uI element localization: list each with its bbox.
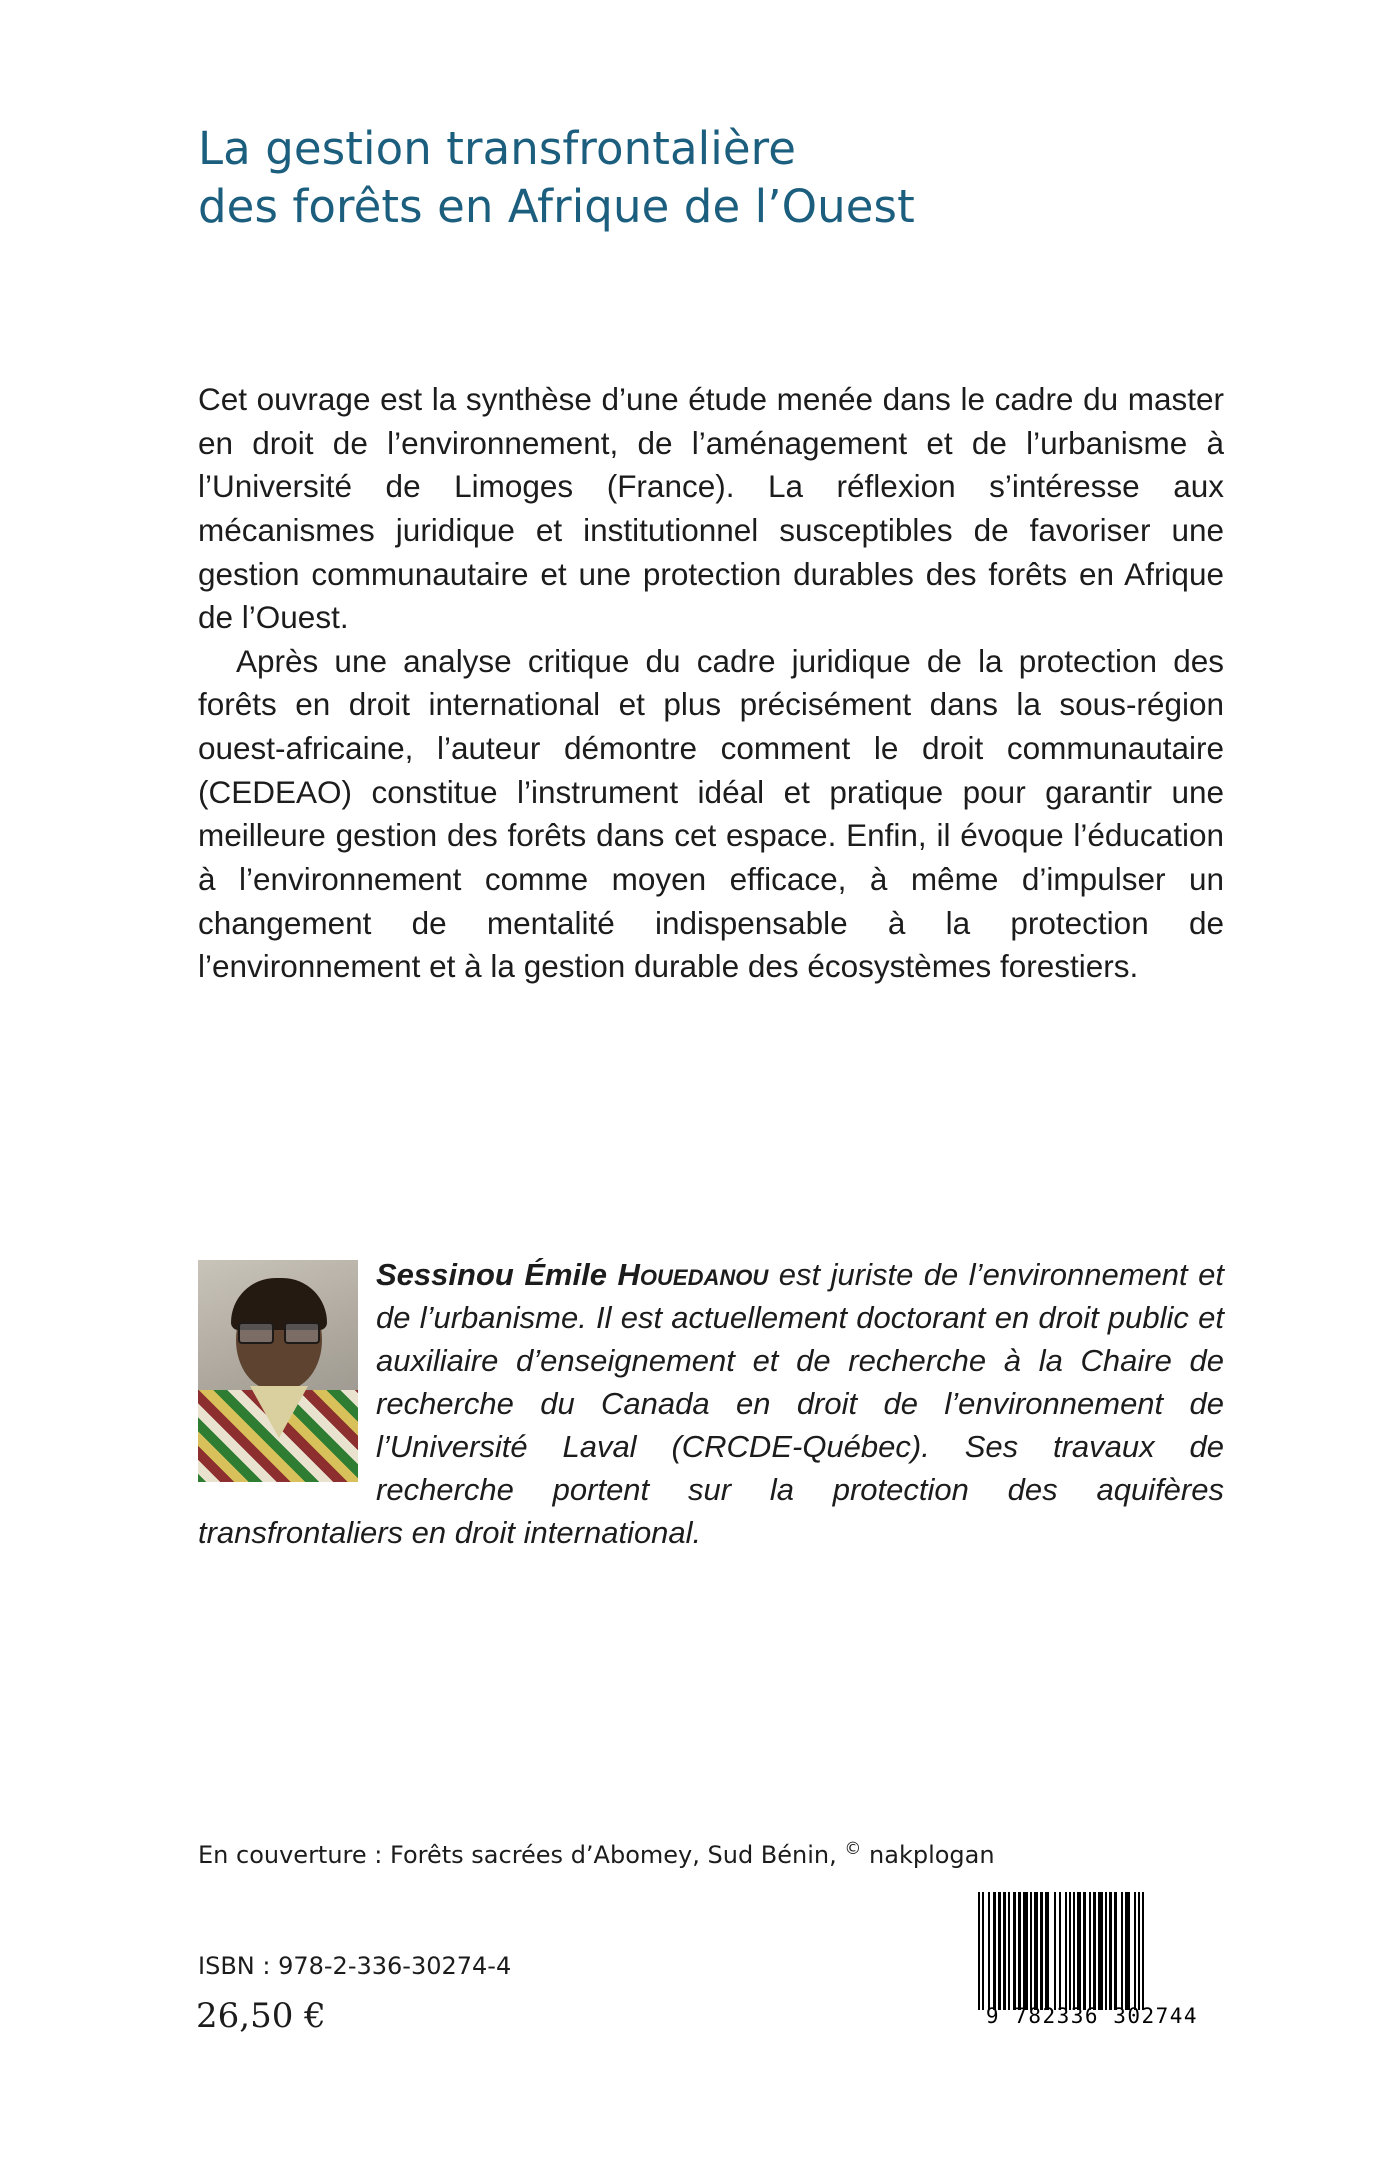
barcode-bars xyxy=(976,1892,1208,2010)
author-last-name: Houedanou xyxy=(617,1257,769,1292)
title-line-2: des forêts en Afrique de l’Ouest xyxy=(198,179,915,233)
isbn-text: ISBN : 978-2-336-30274-4 xyxy=(198,1952,512,1980)
copyright-symbol: © xyxy=(844,1839,862,1859)
author-first-names: Sessinou Émile xyxy=(376,1257,608,1292)
author-portrait-photo xyxy=(198,1260,358,1482)
description-paragraph-1: Cet ouvrage est la synthèse d’une étude menée dans le cadre du master en droit de l’environnement, de l’aménagement et de l’urbanisme à l’Université de Limoges (France). La réflexion s’intéresse aux mécanismes juridique et institutionnel susceptibles de favoriser une gestion communautaire et une protection durables des forêts en Afrique de l’Ouest. xyxy=(198,381,1224,636)
page-title xyxy=(198,120,1208,235)
barcode-digits: 9 782336 302744 xyxy=(985,2004,1199,2028)
description-paragraph-2: Après une analyse critique du cadre juridique de la protection des forêts en droit international et plus précisément dans la sous-région ouest-africaine, l’auteur démontre comment le droit communautaire (CEDEAO) constitue l’instrument idéal et pratique pour garantir une meilleure gestion des forêts dans cet espace. Enfin, il évoque l’éducation à l’environnement comme moyen efficace, à même d’impulser un changement de mentalité indispensable à la protection de l’environnement et à la gestion durable des écosystèmes forestiers. xyxy=(198,642,1224,985)
author-bio-block xyxy=(198,1254,1224,1554)
cover-credit xyxy=(198,1838,1098,1871)
author-bio-body: est juriste de l’environnement et de l’urbanisme. Il est actuellement doctorant en droit public et auxiliaire d’enseignement et de recherche à la Chaire de recherche du Canada en droit de l’environnement de l’Université Laval (CRCDE-Québec). Ses travaux de recherche portent sur la protection des aquifères transfrontaliers en droit international. xyxy=(198,1257,1224,1550)
book-description xyxy=(198,378,1224,989)
cover-credit-prefix: En couverture : Forêts sacrées d’Abomey, Sud Bénin, xyxy=(198,1841,845,1869)
cover-credit-suffix: nakplogan xyxy=(861,1841,995,1869)
price-text: 26,50 € xyxy=(196,1996,326,2036)
barcode xyxy=(976,1892,1208,2044)
portrait-glasses xyxy=(238,1322,320,1342)
title-line-1: La gestion transfrontalière xyxy=(198,122,797,175)
